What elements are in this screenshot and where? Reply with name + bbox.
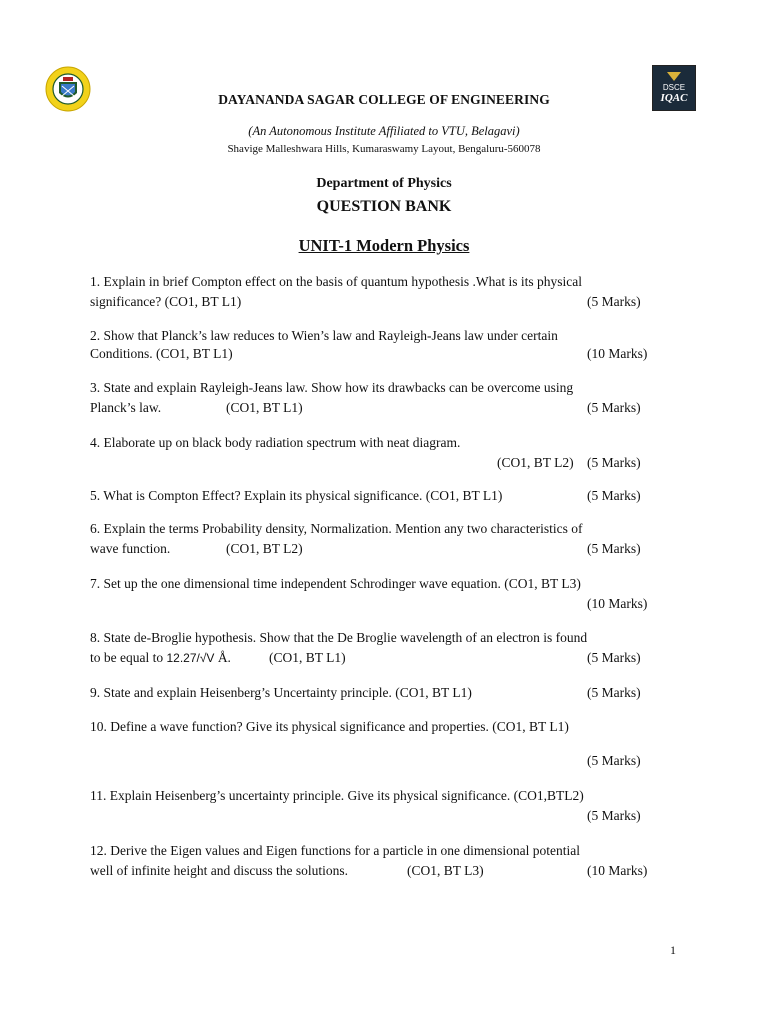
question-text: wave function. [90, 541, 171, 556]
marks-label: (10 Marks) [587, 863, 648, 878]
co-tag: (CO1, BT L1) [269, 650, 346, 665]
wavelength-formula: 12.27/√V [166, 651, 215, 665]
co-tag: (CO1, BT L1) [226, 400, 303, 415]
question-text: 8. State de-Broglie hypothesis. Show that the De Broglie wavelength of an electron is found [90, 630, 588, 645]
question-item [90, 433, 680, 473]
question-text: Planck’s law. [90, 400, 162, 415]
marks-label: (5 Marks) [587, 455, 641, 470]
marks-label: (5 Marks) [587, 753, 641, 768]
marks-label: (5 Marks) [587, 488, 641, 503]
question-text: 3. State and explain Rayleigh-Jeans law. Show how its drawbacks can be overcome using [90, 380, 574, 395]
question-text: 4. Elaborate up on black body radiation spectrum with neat diagram. [90, 435, 461, 450]
question-item [90, 628, 680, 668]
iqac-logo-line1: DSCE [662, 83, 686, 92]
co-tag: (CO1, BT L2) [497, 455, 574, 470]
question-text: 11. Explain Heisenberg’s uncertainty principle. Give its physical significance. (CO1,BTL2) [90, 788, 584, 803]
question-text: 9. State and explain Heisenberg’s Uncertainty principle. (CO1, BT L1) [90, 685, 472, 700]
unit-heading: UNIT-1 Modern Physics [298, 236, 470, 255]
question-bank-title: QUESTION BANK [316, 198, 452, 215]
question-text: 5. What is Compton Effect? Explain its physical significance. (CO1, BT L1) [90, 488, 503, 503]
question-text: 7. Set up the one dimensional time independent Schrodinger wave equation. (CO1, BT L3) [90, 576, 581, 591]
question-text: 6. Explain the terms Probability density, Normalization. Mention any two characteristics of [90, 521, 583, 536]
question-item [90, 326, 680, 364]
marks-label: (10 Marks) [587, 596, 648, 611]
question-text: to be equal to [90, 650, 167, 665]
question-item [90, 574, 680, 614]
question-text: 10. Define a wave function? Give its physical significance and properties. (CO1, BT L1) [90, 719, 569, 734]
angstrom-unit: Å. [214, 650, 231, 665]
question-item [90, 841, 680, 881]
marks-label: (5 Marks) [587, 685, 641, 700]
co-tag: (CO1, BT L2) [226, 541, 303, 556]
marks-label: (10 Marks) [587, 346, 648, 361]
question-text: 2. Show that Planck’s law reduces to Wien’s law and Rayleigh-Jeans law under certain [90, 328, 558, 343]
question-text: significance? (CO1, BT L1) [90, 294, 242, 309]
marks-label: (5 Marks) [587, 294, 641, 309]
question-item [90, 683, 680, 703]
affiliation-line: (An Autonomous Institute Affiliated to VTU, Belagavi) [248, 124, 520, 138]
co-tag: (CO1, BT L3) [407, 863, 484, 878]
question-text: well of infinite height and discuss the solutions. [90, 863, 348, 878]
question-text: 12. Derive the Eigen values and Eigen functions for a particle in one dimensional potential [90, 843, 580, 858]
college-name: DAYANANDA SAGAR COLLEGE OF ENGINEERING [218, 92, 550, 107]
question-text: Conditions. (CO1, BT L1) [90, 346, 233, 361]
marks-label: (5 Marks) [587, 650, 641, 665]
question-text: 1. Explain in brief Compton effect on the basis of quantum hypothesis .What is its physical [90, 274, 583, 289]
question-item [90, 486, 680, 506]
marks-label: (5 Marks) [587, 808, 641, 823]
question-item [90, 717, 680, 771]
department-title: Department of Physics [316, 176, 452, 191]
iqac-emblem-icon [666, 70, 682, 82]
question-item [90, 272, 680, 312]
page-number: 1 [670, 943, 676, 957]
question-item [90, 519, 680, 559]
question-item [90, 786, 680, 826]
iqac-logo-line2: IQAC [660, 92, 688, 104]
marks-label: (5 Marks) [587, 541, 641, 556]
marks-label: (5 Marks) [587, 400, 641, 415]
question-item [90, 378, 680, 418]
address-line: Shavige Malleshwara Hills, Kumaraswamy Layout, Bengaluru-560078 [227, 143, 541, 155]
